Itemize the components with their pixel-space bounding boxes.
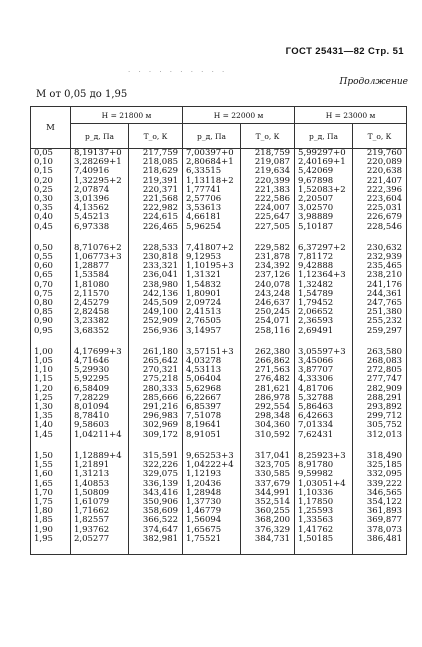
continuation-label: Продолжение (339, 77, 408, 87)
pressure-cell: 5,06404 (183, 375, 241, 384)
temperature-cell: 220,371 (129, 186, 183, 195)
table-row (31, 327, 407, 336)
temperature-cell: 337,679 (241, 480, 295, 489)
pressure-cell: 1,28877 (71, 262, 129, 271)
pressure-cell: 4,53113 (183, 366, 241, 375)
temperature-cell: 346,565 (353, 489, 407, 498)
mach-cell: 1,85 (31, 516, 71, 525)
pressure-cell: 5,29930 (71, 366, 129, 375)
pressure-cell: 1,10195+3 (183, 262, 241, 271)
temperature-header: T_о, К (353, 124, 407, 149)
pressure-cell: 1,93762 (71, 526, 129, 535)
pressure-cell: 3,14957 (183, 327, 241, 336)
temperature-cell: 242,136 (129, 290, 183, 299)
pressure-cell: 3,05597+3 (295, 336, 353, 357)
pressure-cell: 8,19137+0 (71, 149, 129, 159)
range-label: М от 0,05 до 1,95 (36, 89, 128, 100)
pressure-cell: 5,45213 (71, 213, 129, 222)
temperature-cell: 223,604 (353, 195, 407, 204)
mach-cell: 0,20 (31, 177, 71, 186)
temperature-cell: 226,465 (129, 223, 183, 232)
pressure-cell: 1,12889+4 (71, 440, 129, 461)
temperature-cell: 344,991 (241, 489, 295, 498)
temperature-cell: 323,705 (241, 461, 295, 470)
group-header: H = 23000 м (295, 107, 407, 124)
pressure-cell: 2,20507 (295, 195, 353, 204)
pressure-cell: 2,76505 (183, 317, 241, 326)
temperature-cell: 217,759 (129, 149, 183, 159)
temperature-cell: 384,731 (241, 535, 295, 555)
temperature-cell: 231,878 (241, 253, 295, 262)
temperature-cell: 271,563 (241, 366, 295, 375)
pressure-cell: 8,25923+3 (295, 440, 353, 461)
temperature-cell: 336,139 (129, 480, 183, 489)
temperature-cell: 222,586 (241, 195, 295, 204)
temperature-cell: 263,580 (353, 336, 407, 357)
temperature-cell: 298,348 (241, 412, 295, 421)
temperature-cell: 285,666 (129, 394, 183, 403)
pressure-cell: 5,62968 (183, 385, 241, 394)
pressure-cell: 5,10187 (295, 223, 353, 232)
pressure-cell: 1,61079 (71, 498, 129, 507)
temperature-cell: 360,255 (241, 507, 295, 516)
temperature-cell: 270,321 (129, 366, 183, 375)
temperature-cell: 262,380 (241, 336, 295, 357)
temperature-cell: 218,759 (241, 149, 295, 159)
pressure-cell: 1,81080 (71, 281, 129, 290)
pressure-cell: 1,25593 (295, 507, 353, 516)
temperature-cell: 369,877 (353, 516, 407, 525)
pressure-cell: 1,53584 (71, 271, 129, 280)
pressure-cell: 7,81172 (295, 253, 353, 262)
pressure-cell: 2,07874 (71, 186, 129, 195)
pressure-cell: 8,19641 (183, 421, 241, 430)
pressure-cell: 1,65675 (183, 526, 241, 535)
pressure-cell: 2,09724 (183, 299, 241, 308)
mach-cell: 1,10 (31, 366, 71, 375)
pressure-cell: 3,53613 (183, 204, 241, 213)
pressure-cell: 2,05277 (71, 535, 129, 555)
pressure-cell: 8,71076+2 (71, 232, 129, 253)
pressure-cell: 2,41513 (183, 308, 241, 317)
mach-cell: 0,35 (31, 204, 71, 213)
temperature-cell: 234,392 (241, 262, 295, 271)
table-row (31, 535, 407, 555)
pressure-cell: 1,10336 (295, 489, 353, 498)
pressure-cell: 8,01094 (71, 403, 129, 412)
temperature-cell: 259,297 (353, 327, 407, 336)
pressure-cell: 4,66181 (183, 213, 241, 222)
pressure-cell: 1,32482 (295, 281, 353, 290)
pressure-cell: 3,02570 (295, 204, 353, 213)
temperature-cell: 281,621 (241, 385, 295, 394)
pressure-cell: 1,13118+2 (183, 177, 241, 186)
mach-cell: 0,85 (31, 308, 71, 317)
mach-cell: 0,30 (31, 195, 71, 204)
pressure-cell: 2,82458 (71, 308, 129, 317)
temperature-header: T_о, К (129, 124, 183, 149)
temperature-cell: 293,892 (353, 403, 407, 412)
temperature-cell: 230,818 (129, 253, 183, 262)
temperature-cell: 245,509 (129, 299, 183, 308)
pressure-cell: 5,42069 (295, 167, 353, 176)
pressure-cell: 1,31213 (71, 470, 129, 479)
temperature-cell: 252,909 (129, 317, 183, 326)
temperature-cell: 221,407 (353, 177, 407, 186)
table-row (31, 336, 407, 357)
pressure-cell: 3,45066 (295, 357, 353, 366)
temperature-cell: 241,176 (353, 281, 407, 290)
pressure-cell: 9,12953 (183, 253, 241, 262)
mach-cell: 0,45 (31, 223, 71, 232)
pressure-cell: 1,50809 (71, 489, 129, 498)
temperature-cell: 280,333 (129, 385, 183, 394)
mach-cell: 0,90 (31, 317, 71, 326)
temperature-cell: 332,095 (353, 470, 407, 479)
mach-cell: 0,50 (31, 232, 71, 253)
pressure-cell: 5,86463 (295, 403, 353, 412)
temperature-cell: 296,983 (129, 412, 183, 421)
temperature-cell: 339,222 (353, 480, 407, 489)
pressure-cell: 1,54832 (183, 281, 241, 290)
temperature-cell: 378,073 (353, 526, 407, 535)
group-header: H = 22000 м (183, 107, 295, 124)
temperature-cell: 220,089 (353, 158, 407, 167)
temperature-cell: 251,380 (353, 308, 407, 317)
temperature-cell: 220,638 (353, 167, 407, 176)
temperature-cell: 276,482 (241, 375, 295, 384)
temperature-cell: 222,982 (129, 204, 183, 213)
temperature-cell: 304,360 (241, 421, 295, 430)
pressure-cell: 1,40853 (71, 480, 129, 489)
mach-cell: 0,65 (31, 271, 71, 280)
pressure-cell: 7,41807+2 (183, 232, 241, 253)
temperature-cell: 258,116 (241, 327, 295, 336)
pressure-cell: 1,28948 (183, 489, 241, 498)
mach-cell: 0,15 (31, 167, 71, 176)
pressure-cell: 7,28229 (71, 394, 129, 403)
temperature-cell: 227,505 (241, 223, 295, 232)
mach-cell: 1,15 (31, 375, 71, 384)
mach-cell: 1,20 (31, 385, 71, 394)
mach-cell: 0,95 (31, 327, 71, 336)
temperature-cell: 219,391 (129, 177, 183, 186)
temperature-cell: 235,465 (353, 262, 407, 271)
temperature-cell: 220,399 (241, 177, 295, 186)
temperature-cell: 224,007 (241, 204, 295, 213)
data-table (30, 106, 407, 555)
pressure-cell: 6,58409 (71, 385, 129, 394)
temperature-cell: 376,329 (241, 526, 295, 535)
mach-cell: 0,70 (31, 281, 71, 290)
pressure-cell: 4,81706 (295, 385, 353, 394)
pressure-cell: 2,36593 (295, 317, 353, 326)
table-row (31, 223, 407, 232)
temperature-cell: 288,291 (353, 394, 407, 403)
temperature-cell: 221,383 (241, 186, 295, 195)
pressure-cell: 1,20436 (183, 480, 241, 489)
pressure-cell: 1,71662 (71, 507, 129, 516)
temperature-cell: 265,642 (129, 357, 183, 366)
temperature-header: T_о, К (241, 124, 295, 149)
temperature-cell: 218,629 (129, 167, 183, 176)
pressure-cell: 2,45279 (71, 299, 129, 308)
pressure-cell: 6,37297+2 (295, 232, 353, 253)
pressure-cell: 4,71646 (71, 357, 129, 366)
temperature-cell: 225,647 (241, 213, 295, 222)
temperature-cell: 237,126 (241, 271, 295, 280)
pressure-cell: 7,62431 (295, 431, 353, 440)
mach-cell: 1,70 (31, 489, 71, 498)
temperature-cell: 302,969 (129, 421, 183, 430)
temperature-cell: 310,592 (241, 431, 295, 440)
pressure-cell: 7,01334 (295, 421, 353, 430)
pressure-cell: 8,91780 (295, 461, 353, 470)
pressure-cell: 9,67898 (295, 177, 353, 186)
pressure-header: p_д, Па (183, 124, 241, 149)
temperature-cell: 225,031 (353, 204, 407, 213)
mach-cell: 1,65 (31, 480, 71, 489)
mach-cell: 0,10 (31, 158, 71, 167)
pressure-header: p_д, Па (295, 124, 353, 149)
pressure-cell: 6,42663 (295, 412, 353, 421)
temperature-cell: 218,085 (129, 158, 183, 167)
pressure-cell: 1,03051+4 (295, 480, 353, 489)
temperature-cell: 232,939 (353, 253, 407, 262)
pressure-cell: 5,32788 (295, 394, 353, 403)
pressure-header: p_д, Па (71, 124, 129, 149)
temperature-cell: 243,248 (241, 290, 295, 299)
temperature-cell: 291,216 (129, 403, 183, 412)
dotted-mark: · · · · · · · · · · (128, 68, 228, 76)
temperature-cell: 282,909 (353, 385, 407, 394)
pressure-cell: 1,12364+3 (295, 271, 353, 280)
pressure-cell: 1,77741 (183, 186, 241, 195)
temperature-cell: 366,522 (129, 516, 183, 525)
pressure-cell: 3,68352 (71, 327, 129, 336)
pressure-cell: 1,46779 (183, 507, 241, 516)
temperature-cell: 361,893 (353, 507, 407, 516)
temperature-cell: 236,041 (129, 271, 183, 280)
pressure-cell: 2,80684+1 (183, 158, 241, 167)
temperature-cell: 224,615 (129, 213, 183, 222)
temperature-cell: 315,591 (129, 440, 183, 461)
temperature-cell: 343,416 (129, 489, 183, 498)
temperature-cell: 222,396 (353, 186, 407, 195)
pressure-cell: 2,11570 (71, 290, 129, 299)
pressure-cell: 1,82557 (71, 516, 129, 525)
mach-cell: 0,80 (31, 299, 71, 308)
mach-cell: 1,30 (31, 403, 71, 412)
pressure-cell: 1,79452 (295, 299, 353, 308)
temperature-cell: 317,041 (241, 440, 295, 461)
pressure-cell: 7,40916 (71, 167, 129, 176)
mach-cell: 1,50 (31, 440, 71, 461)
table-row (31, 440, 407, 461)
pressure-cell: 2,40169+1 (295, 158, 353, 167)
temperature-cell: 219,087 (241, 158, 295, 167)
pressure-cell: 6,33515 (183, 167, 241, 176)
pressure-cell: 4,13562 (71, 204, 129, 213)
temperature-cell: 386,481 (353, 535, 407, 555)
temperature-cell: 286,978 (241, 394, 295, 403)
pressure-cell: 1,32295+2 (71, 177, 129, 186)
temperature-cell: 352,514 (241, 498, 295, 507)
temperature-cell: 318,490 (353, 440, 407, 461)
pressure-cell: 3,23382 (71, 317, 129, 326)
pressure-cell: 9,58603 (71, 421, 129, 430)
temperature-cell: 350,906 (129, 498, 183, 507)
temperature-cell: 292,554 (241, 403, 295, 412)
temperature-cell: 354,122 (353, 498, 407, 507)
mach-cell: 1,60 (31, 470, 71, 479)
pressure-cell: 1,80901 (183, 290, 241, 299)
mach-cell: 1,35 (31, 412, 71, 421)
pressure-cell: 4,33306 (295, 375, 353, 384)
pressure-cell: 3,98889 (295, 213, 353, 222)
temperature-cell: 256,936 (129, 327, 183, 336)
temperature-cell: 238,210 (353, 271, 407, 280)
pressure-cell: 1,12193 (183, 470, 241, 479)
table-row (31, 431, 407, 440)
mach-cell: 1,25 (31, 394, 71, 403)
temperature-cell: 382,981 (129, 535, 183, 555)
temperature-cell: 261,180 (129, 336, 183, 357)
pressure-cell: 1,75521 (183, 535, 241, 555)
pressure-cell: 1,04211+4 (71, 431, 129, 440)
mach-cell: 1,05 (31, 357, 71, 366)
temperature-cell: 240,078 (241, 281, 295, 290)
temperature-cell: 230,632 (353, 232, 407, 253)
pressure-cell: 1,06773+3 (71, 253, 129, 262)
pressure-cell: 9,65253+3 (183, 440, 241, 461)
pressure-cell: 7,00397+0 (183, 149, 241, 159)
pressure-cell: 6,97338 (71, 223, 129, 232)
temperature-cell: 268,083 (353, 357, 407, 366)
pressure-cell: 4,03278 (183, 357, 241, 366)
temperature-cell: 305,752 (353, 421, 407, 430)
mach-cell: 1,00 (31, 336, 71, 357)
pressure-cell: 6,22667 (183, 394, 241, 403)
mach-cell: 1,55 (31, 461, 71, 470)
pressure-cell: 1,54789 (295, 290, 353, 299)
pressure-cell: 6,85397 (183, 403, 241, 412)
page-header: ГОСТ 25431—82 Стр. 51 (285, 46, 404, 57)
mach-cell: 1,45 (31, 431, 71, 440)
pressure-cell: 9,59982 (295, 470, 353, 479)
pressure-cell: 1,50185 (295, 535, 353, 555)
temperature-cell: 254,071 (241, 317, 295, 326)
pressure-cell: 4,17699+3 (71, 336, 129, 357)
temperature-cell: 299,712 (353, 412, 407, 421)
temperature-cell: 277,747 (353, 375, 407, 384)
pressure-cell: 1,52083+2 (295, 186, 353, 195)
pressure-cell: 1,56094 (183, 516, 241, 525)
mach-cell: 1,40 (31, 421, 71, 430)
temperature-cell: 244,361 (353, 290, 407, 299)
temperature-cell: 374,647 (129, 526, 183, 535)
mach-cell: 0,25 (31, 186, 71, 195)
pressure-cell: 1,04222+4 (183, 461, 241, 470)
pressure-cell: 1,33563 (295, 516, 353, 525)
temperature-cell: 368,200 (241, 516, 295, 525)
pressure-cell: 2,57706 (183, 195, 241, 204)
temperature-cell: 247,765 (353, 299, 407, 308)
pressure-cell: 5,96254 (183, 223, 241, 232)
temperature-cell: 226,679 (353, 213, 407, 222)
pressure-cell: 2,69491 (295, 327, 353, 336)
pressure-cell: 5,99297+0 (295, 149, 353, 159)
pressure-cell: 3,01396 (71, 195, 129, 204)
temperature-cell: 322,226 (129, 461, 183, 470)
pressure-cell: 7,51078 (183, 412, 241, 421)
temperature-cell: 250,245 (241, 308, 295, 317)
temperature-cell: 219,634 (241, 167, 295, 176)
pressure-cell: 5,92295 (71, 375, 129, 384)
temperature-cell: 219,760 (353, 149, 407, 159)
mach-cell: 0,05 (31, 149, 71, 159)
temperature-cell: 221,568 (129, 195, 183, 204)
mach-cell: 1,90 (31, 526, 71, 535)
temperature-cell: 228,533 (129, 232, 183, 253)
pressure-cell: 9,42888 (295, 262, 353, 271)
pressure-cell: 3,28269+1 (71, 158, 129, 167)
pressure-cell: 1,21891 (71, 461, 129, 470)
mach-cell: 0,75 (31, 290, 71, 299)
temperature-cell: 275,218 (129, 375, 183, 384)
mach-cell: 0,40 (31, 213, 71, 222)
pressure-cell: 1,17850 (295, 498, 353, 507)
temperature-cell: 266,862 (241, 357, 295, 366)
temperature-cell: 358,609 (129, 507, 183, 516)
pressure-cell: 3,87707 (295, 366, 353, 375)
m-header: М (31, 107, 71, 149)
temperature-cell: 309,172 (129, 431, 183, 440)
mach-cell: 1,95 (31, 535, 71, 555)
temperature-cell: 329,075 (129, 470, 183, 479)
temperature-cell: 272,805 (353, 366, 407, 375)
temperature-cell: 238,980 (129, 281, 183, 290)
mach-cell: 1,80 (31, 507, 71, 516)
temperature-cell: 255,232 (353, 317, 407, 326)
mach-cell: 0,60 (31, 262, 71, 271)
temperature-cell: 228,546 (353, 223, 407, 232)
pressure-cell: 1,37730 (183, 498, 241, 507)
pressure-cell: 3,57151+3 (183, 336, 241, 357)
mach-cell: 1,75 (31, 498, 71, 507)
pressure-cell: 1,41762 (295, 526, 353, 535)
temperature-cell: 233,321 (129, 262, 183, 271)
table-body (31, 149, 407, 555)
temperature-cell: 330,585 (241, 470, 295, 479)
table-row (31, 232, 407, 253)
pressure-cell: 8,78410 (71, 412, 129, 421)
temperature-cell: 325,185 (353, 461, 407, 470)
temperature-cell: 229,582 (241, 232, 295, 253)
temperature-cell: 249,100 (129, 308, 183, 317)
pressure-cell: 2,06652 (295, 308, 353, 317)
temperature-cell: 312,013 (353, 431, 407, 440)
pressure-cell: 1,31321 (183, 271, 241, 280)
pressure-cell: 8,91051 (183, 431, 241, 440)
group-header: H = 21800 м (71, 107, 183, 124)
mach-cell: 0,55 (31, 253, 71, 262)
temperature-cell: 246,637 (241, 299, 295, 308)
